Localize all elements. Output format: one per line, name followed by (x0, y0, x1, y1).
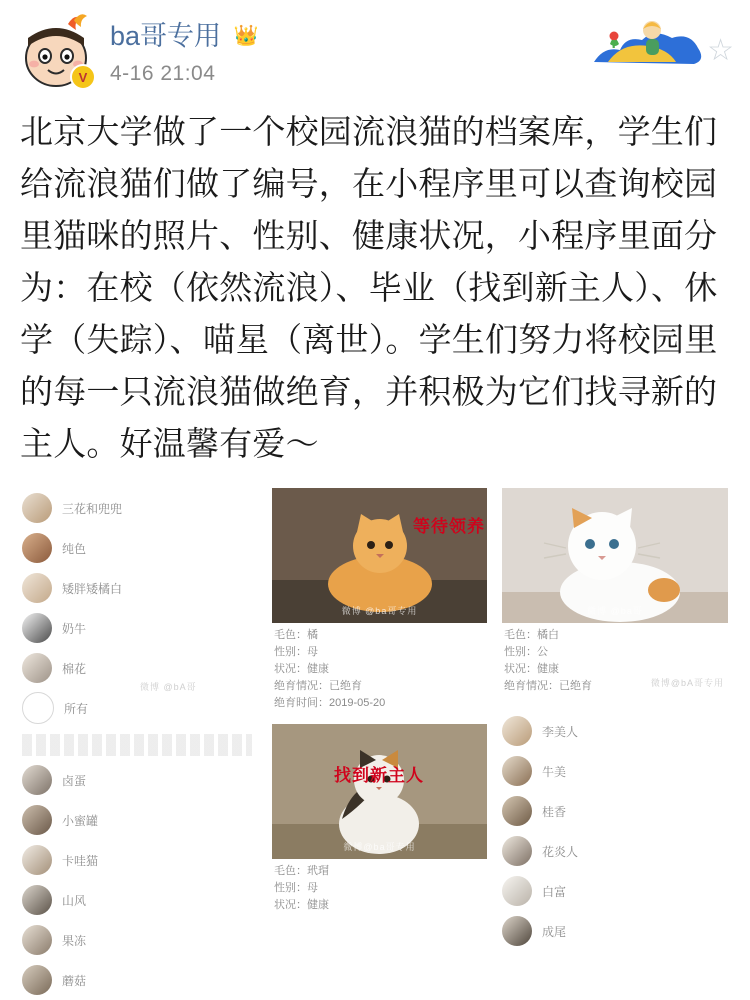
cat-meta-row: 毛色：橘 (274, 629, 318, 641)
list-item[interactable] (22, 608, 252, 648)
user-info (110, 20, 258, 86)
cat-meta-row: 绝育情况：已绝育 (274, 680, 362, 692)
list-item[interactable] (502, 871, 728, 911)
cat-avatar-icon (22, 925, 52, 955)
collage-right-column (502, 488, 728, 951)
cat-card-orange[interactable] (272, 488, 487, 712)
list-item[interactable] (502, 831, 728, 871)
list-item-label: 棉花 (62, 661, 87, 676)
verified-badge: V (70, 64, 96, 90)
list-item[interactable] (22, 488, 252, 528)
list-item-label: 花炎人 (542, 844, 579, 859)
list-item-label: 奶牛 (62, 621, 87, 636)
list-item-label: 成尾 (542, 924, 567, 939)
cat-meta-row: 状况：健康 (274, 663, 329, 675)
watermark-text: 微博@bA哥专用 (650, 678, 724, 688)
app-screenshot-collage (0, 488, 750, 988)
post-text: 北京大学做了一个校园流浪猫的档案库，学生们给流浪猫们做了编号，在小程序里可以查询校园里猫咪的照片、性别、健康状况，小程序里面分为：在校（依然流浪）、毕业（找到新主人）、休学（失踪）、喵星（离世）。学生们努力将校园里的每一只流浪猫做绝育，并积极为它们找寻新的主人。好温馨有爱～ (20, 113, 718, 462)
photo-watermark: 微博 @ba哥专用 (341, 606, 418, 616)
watermark-text: 微博 @bA哥 (140, 682, 197, 692)
list-item-label: 卡哇猫 (62, 853, 99, 868)
list-item-label: 卤蛋 (62, 773, 87, 788)
cat-card-white-orange[interactable] (502, 488, 728, 695)
cat-photo (272, 724, 487, 859)
collage-left-column (22, 488, 252, 1000)
cat-meta-row: 毛色：橘白 (504, 629, 559, 641)
cat-avatar-icon (22, 765, 52, 795)
star-icon[interactable]: ☆ (707, 34, 734, 67)
list-item-label: 纯色 (62, 541, 87, 556)
cat-avatar-icon (502, 716, 532, 746)
cat-meta-row: 状况：健康 (274, 899, 329, 911)
list-item-label: 所有 (64, 701, 89, 716)
list-item[interactable] (22, 880, 252, 920)
list-item-label: 小蜜罐 (62, 813, 99, 828)
cat-meta-row: 性别：公 (504, 646, 548, 658)
cat-photo (502, 488, 728, 623)
cat-avatar-icon (22, 885, 52, 915)
cat-meta-row: 性别：母 (274, 882, 318, 894)
cat-avatar-icon (502, 916, 532, 946)
divider (22, 734, 252, 756)
list-item-label: 三花和兜兜 (62, 501, 123, 516)
photo-watermark: 微博 @ba哥 (587, 606, 643, 616)
collage-middle-column (272, 488, 487, 920)
post-header (0, 0, 750, 100)
list-item[interactable] (22, 840, 252, 880)
cat-meta-row: 绝育时间：2019-05-20 (274, 697, 386, 709)
list-item[interactable] (502, 911, 728, 951)
photo-watermark: 微博@ba哥专用 (343, 842, 416, 852)
header-right-decoration (586, 10, 736, 72)
list-item-label: 桂香 (542, 804, 567, 819)
cat-meta-row: 毛色：玳瑁 (274, 865, 329, 877)
list-item-label: 牛美 (542, 764, 567, 779)
cat-photo (272, 488, 487, 623)
crown-icon: 👑 (233, 25, 259, 48)
list-item[interactable] (502, 791, 728, 831)
status-stamp: 找到新主人 (334, 766, 424, 785)
list-item[interactable] (502, 751, 728, 791)
list-item[interactable] (502, 711, 728, 751)
list-item-label: 山风 (62, 893, 87, 908)
cat-card-calico[interactable] (272, 724, 487, 914)
cat-avatar-icon (22, 805, 52, 835)
cat-outline-icon (22, 692, 54, 724)
list-item[interactable] (22, 688, 252, 728)
list-item-label: 矮胖矮橘白 (62, 581, 123, 596)
list-item-label: 果冻 (62, 933, 87, 948)
list-item-label: 蘑菇 (62, 973, 87, 988)
cat-avatar-icon (502, 756, 532, 786)
cat-avatar-icon (22, 965, 52, 995)
little-prince-illustration (586, 10, 726, 70)
right-cat-list (502, 711, 728, 951)
cat-avatar-icon (502, 796, 532, 826)
list-item[interactable] (22, 528, 252, 568)
list-item[interactable] (22, 568, 252, 608)
list-item[interactable] (22, 648, 252, 688)
user-name[interactable]: ba哥专用 (110, 21, 222, 51)
avatar[interactable] (18, 12, 94, 88)
list-item[interactable] (22, 920, 252, 960)
post-timestamp: 4-16 21:04 (110, 62, 216, 86)
list-item-label: 李美人 (542, 724, 579, 739)
cat-avatar-icon (22, 613, 52, 643)
cat-avatar-icon (22, 845, 52, 875)
list-item[interactable] (22, 760, 252, 800)
list-item[interactable] (22, 960, 252, 1000)
cat-avatar-icon (502, 876, 532, 906)
cat-meta-row: 状况：健康 (504, 663, 559, 675)
cat-avatar-icon (22, 653, 52, 683)
cat-meta-row: 性别：母 (274, 646, 318, 658)
status-stamp: 等待领养 (413, 517, 485, 536)
cat-avatar-icon (22, 493, 52, 523)
list-item[interactable] (22, 800, 252, 840)
list-item-label: 白富 (542, 884, 567, 899)
cat-avatar-icon (22, 533, 52, 563)
cat-avatar-icon (502, 836, 532, 866)
cat-meta-row: 绝育情况：已绝育 (504, 680, 592, 692)
cat-avatar-icon (22, 573, 52, 603)
